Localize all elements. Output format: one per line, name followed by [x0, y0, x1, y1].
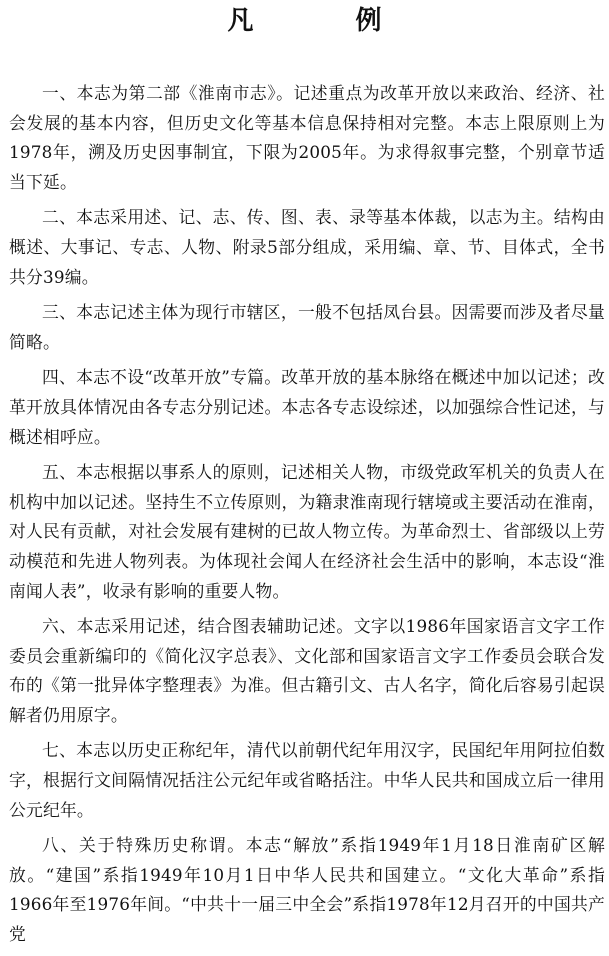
paragraph-1: 一、本志为第二部《淮南市志》。记述重点为改革开放以来政治、经济、社会发展的基本内容，但历史文化等基本信息保持相对完整。本志上限原则上为1978年，溯及历史因事制宜，下限为2005年。为求得叙事完整，个别章节适当下延。 — [9, 83, 605, 192]
document-body — [9, 79, 605, 956]
paragraph-8: 八、关于特殊历史称谓。本志“解放”系指1949年1月18日淮南矿区解放。“建国”系指1949年10月1日中华人民共和国建立。“文化大革命”系指1966年至1976年间。“中共十一届三中全会”系指1978年12月召开的中国共产党 — [9, 835, 605, 945]
paragraph-4: 四、本志不设“改革开放”专篇。改革开放的基本脉络在概述中加以记述；改革开放具体情况由各专志分别记述。本志各专志设综述，以加强综合性记述，与概述相呼应。 — [9, 367, 605, 447]
paragraph-3: 三、本志记述主体为现行市辖区，一般不包括凤台县。因需要而涉及者尽量简略。 — [9, 302, 605, 352]
paragraph-7: 七、本志以历史正称纪年，清代以前朝代纪年用汉字，民国纪年用阿拉伯数字，根据行文间隔情况括注公元纪年或省略括注。中华人民共和国成立后一律用公元纪年。 — [9, 740, 605, 820]
paragraph-6: 六、本志采用记述，结合图表辅助记述。文字以1986年国家语言文字工作委员会重新编印的《简化汉字总表》、文化部和国家语言文字工作委员会联合发布的《第一批异体字整理表》为准。但古籍引文、古人名字，简化后容易引起误解者仍用原字。 — [9, 616, 605, 725]
page-title: 凡 例 — [227, 6, 420, 36]
paragraph-2: 二、本志采用述、记、志、传、图、表、录等基本体裁，以志为主。结构由概述、大事记、专志、人物、附录5部分组成，采用编、章、节、目体式，全书共分39编。 — [9, 207, 605, 287]
paragraph-5: 五、本志根据以事系人的原则，记述相关人物，市级党政军机关的负责人在机构中加以记述。坚持生不立传原则，为籍隶淮南现行辖境或主要活动在淮南，对人民有贡献，对社会发展有建树的已故人物立传。为革命烈士、省部级以上劳动模范和先进人物列表。为体现社会闻人在经济社会生活中的影响，本志设“淮南闻人表”，收录有影响的重要人物。 — [9, 462, 605, 601]
